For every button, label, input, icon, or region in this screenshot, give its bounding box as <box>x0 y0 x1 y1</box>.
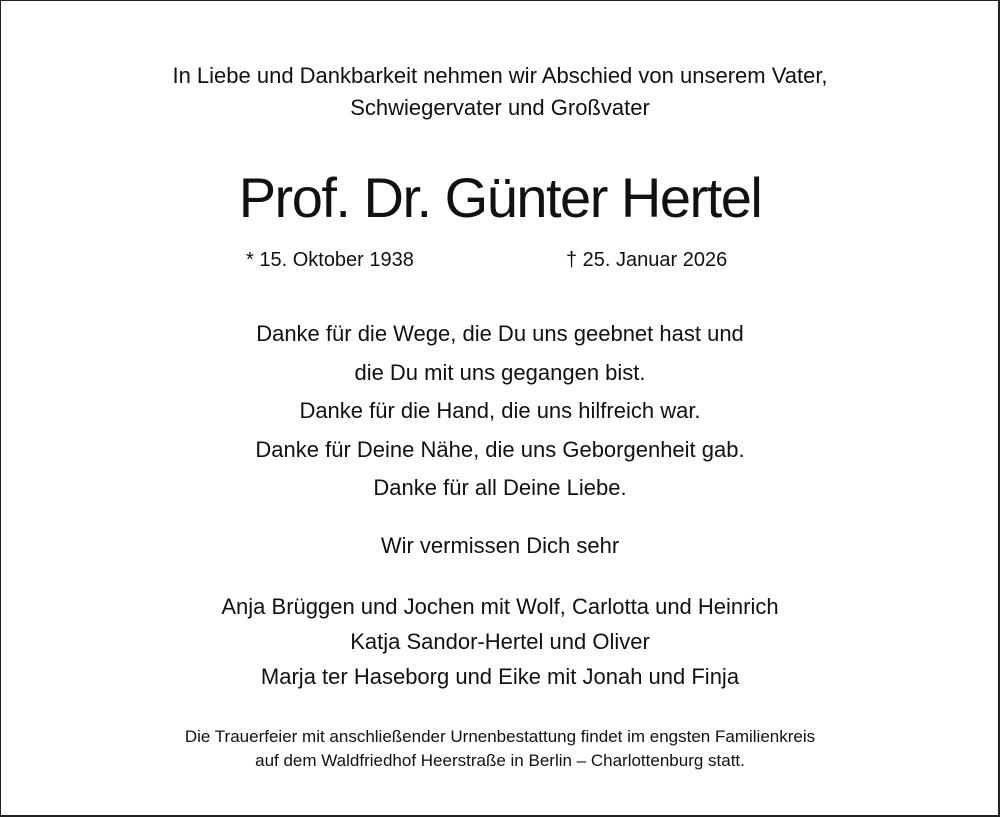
death-date: † 25. Januar 2026 <box>566 249 728 271</box>
poem-line: Danke für die Wege, die Du uns geebnet hast und <box>256 321 744 346</box>
poem-line: die Du mit uns gegangen bist. <box>354 359 646 385</box>
family-member-line: Anja Brüggen und Jochen mit Wolf, Carlotta und Heinrich <box>221 594 779 619</box>
intro-text <box>0 60 1000 124</box>
notice-line: auf dem Waldfriedhof Heerstraße in Berlin – Charlottenburg statt. <box>255 751 745 770</box>
memorial-poem <box>0 315 1000 508</box>
family-member-line: Katja Sandor-Hertel und Oliver <box>350 629 650 654</box>
intro-line: Schwiegervater und Großvater <box>350 95 650 120</box>
poem-line: Danke für all Deine Liebe. <box>373 475 627 500</box>
closing-line: Wir vermissen Dich sehr <box>380 533 620 558</box>
deceased-name: Prof. Dr. Günter Hertel <box>238 166 762 229</box>
intro-line: In Liebe und Dankbarkeit nehmen wir Abschied von unserem Vater, <box>172 63 828 88</box>
poem-line: Danke für die Hand, die uns hilfreich war. <box>299 398 701 423</box>
birth-date: * 15. Oktober 1938 <box>246 249 414 271</box>
poem-line: Danke für Deine Nähe, die uns Geborgenheit gab. <box>255 436 745 462</box>
notice-line: Die Trauerfeier mit anschließender Urnenbestattung findet im engsten Familienkreis <box>184 727 816 746</box>
family-list <box>0 589 1000 694</box>
life-dates <box>0 245 1000 275</box>
family-member-line: Marja ter Haseborg und Eike mit Jonah und Finja <box>260 664 740 689</box>
funeral-notice <box>0 725 1000 773</box>
